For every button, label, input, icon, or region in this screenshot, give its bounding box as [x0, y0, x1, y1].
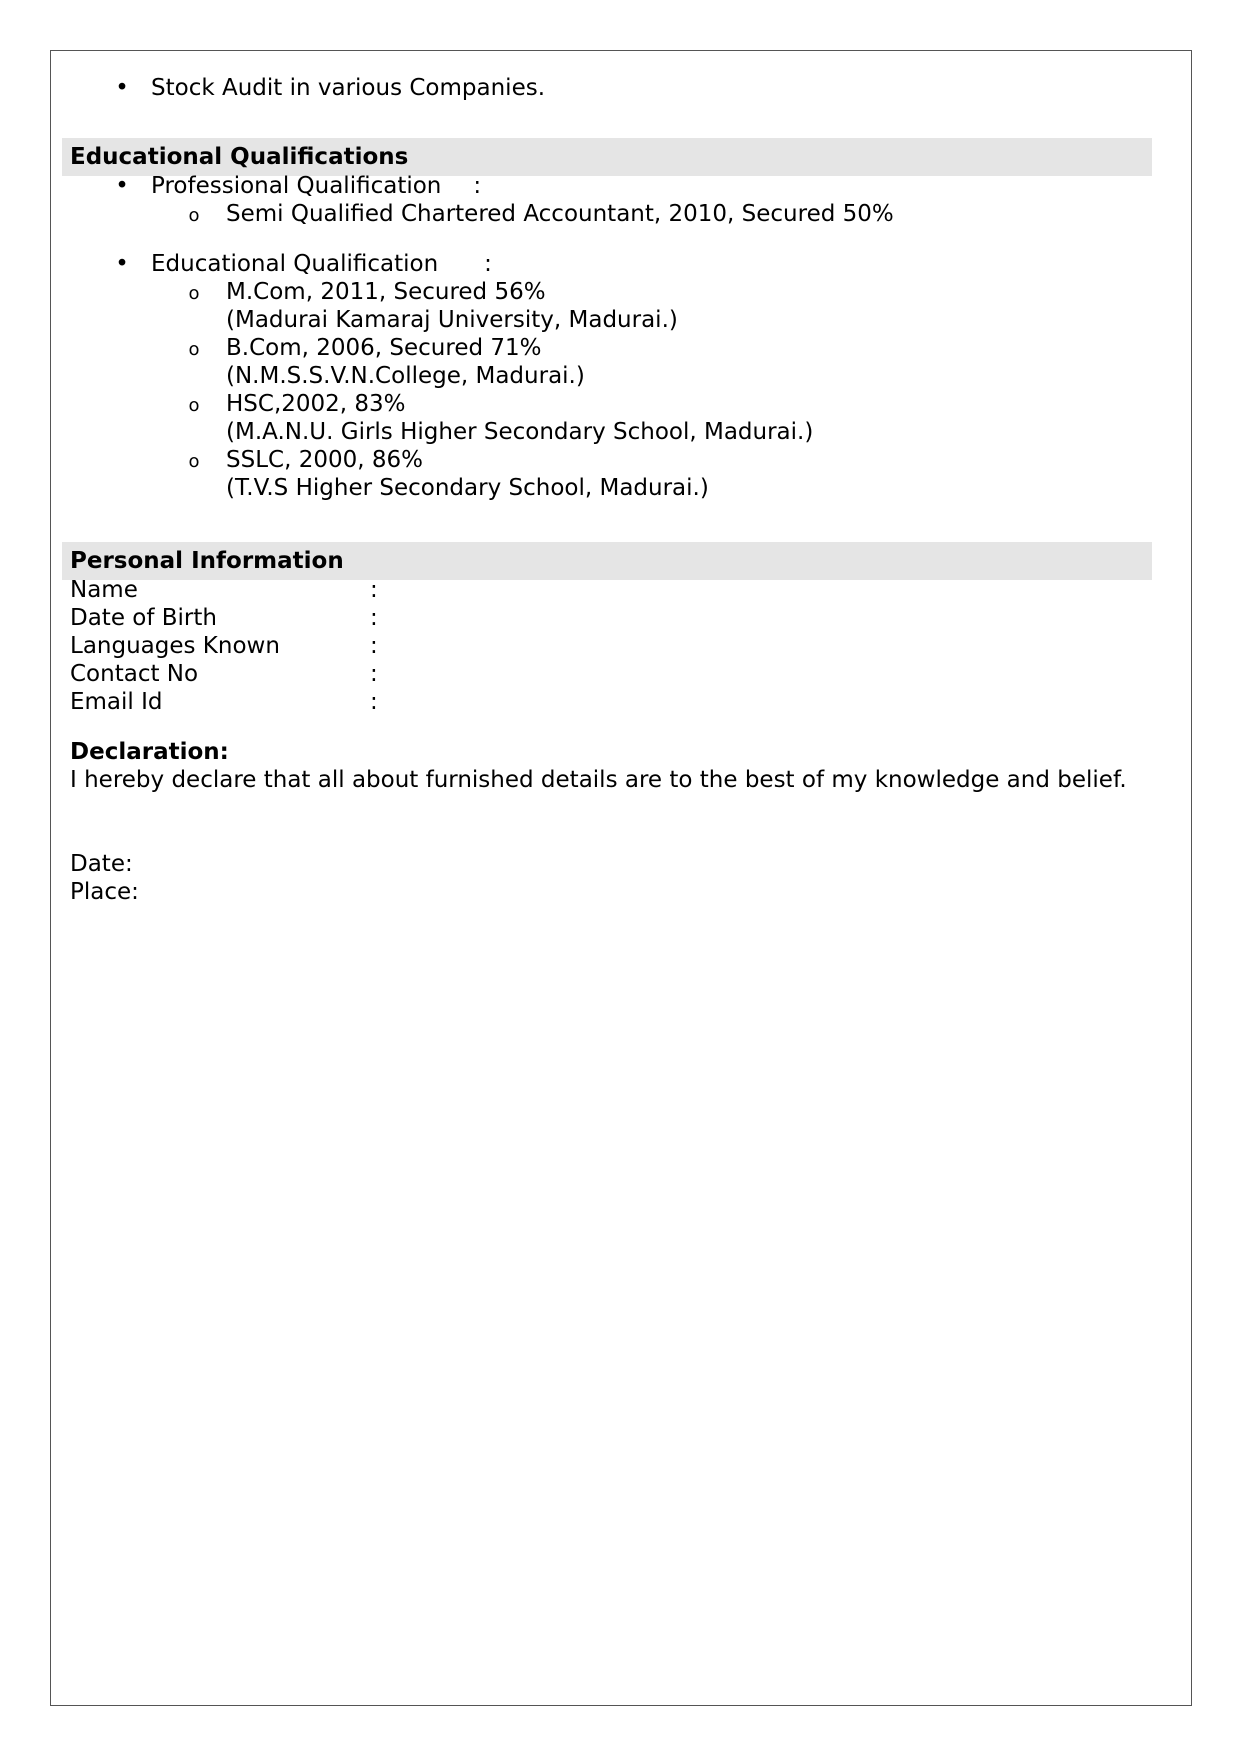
- list-item: [68, 172, 1173, 200]
- qualification-line: M.Com, 2011, Secured 56%: [226, 279, 546, 305]
- circle-bullet-icon: o: [188, 205, 200, 226]
- list-item: [68, 74, 1173, 102]
- bullet-icon: •: [115, 251, 129, 277]
- sub-list-item: [188, 200, 1173, 228]
- field-label: Date of Birth: [70, 605, 217, 631]
- qualification-line: SSLC, 2000, 86%: [226, 447, 423, 473]
- declaration-text: I hereby declare that all about furnished details are to the best of my knowledge and belief.: [70, 767, 1127, 793]
- colon-separator: :: [484, 251, 492, 277]
- resume-page: [68, 72, 1173, 906]
- circle-bullet-icon: o: [188, 283, 200, 304]
- bullet-icon: •: [115, 173, 129, 199]
- colon-separator: :: [370, 661, 378, 687]
- personal-field-contact: [62, 660, 1173, 688]
- sub-list-item: [188, 278, 1173, 334]
- colon-separator: :: [473, 173, 482, 199]
- field-label: Contact No: [70, 661, 199, 687]
- section-header-education: Educational Qualifications: [62, 138, 1152, 176]
- personal-field-email: [62, 688, 1173, 716]
- personal-field-dob: [62, 604, 1173, 632]
- institution-line: (N.M.S.S.V.N.College, Madurai.): [226, 363, 585, 389]
- sub-list-item: [188, 334, 1173, 390]
- list-item: [68, 250, 1173, 278]
- sub-list-item: [188, 390, 1173, 446]
- qualification-line: Semi Qualified Chartered Accountant, 2010, Secured 50%: [226, 201, 894, 227]
- place-label: Place:: [70, 879, 139, 905]
- section-header-personal: Personal Information: [62, 542, 1152, 580]
- colon-separator: :: [370, 689, 378, 715]
- sub-list-professional: [68, 200, 1173, 228]
- personal-field-name: [62, 576, 1173, 604]
- personal-info-list: [62, 576, 1173, 716]
- institution-line: (T.V.S Higher Secondary School, Madurai.): [226, 475, 709, 501]
- list-item-text: Educational Qualification: [151, 251, 439, 277]
- qualification-line: HSC,2002, 83%: [226, 391, 406, 417]
- institution-line: (Madurai Kamaraj University, Madurai.): [226, 307, 678, 333]
- list-item-text: Stock Audit in various Companies.: [151, 75, 546, 101]
- field-label: Email Id: [70, 689, 163, 715]
- circle-bullet-icon: o: [188, 339, 200, 360]
- circle-bullet-icon: o: [188, 451, 200, 472]
- personal-field-languages: [62, 632, 1173, 660]
- signoff-section: [62, 850, 1173, 906]
- bullet-icon: •: [115, 75, 129, 101]
- field-label: Name: [70, 577, 138, 603]
- list-item-text: Professional Qualification: [151, 173, 442, 199]
- colon-separator: :: [370, 633, 378, 659]
- sub-list-item: [188, 446, 1173, 502]
- qualification-line: B.Com, 2006, Secured 71%: [226, 335, 542, 361]
- institution-line: (M.A.N.U. Girls Higher Secondary School, Madurai.): [226, 419, 814, 445]
- declaration-section: [62, 738, 1173, 794]
- colon-separator: :: [370, 577, 378, 603]
- date-label: Date:: [70, 851, 133, 877]
- circle-bullet-icon: o: [188, 395, 200, 416]
- declaration-title: Declaration:: [70, 739, 229, 765]
- colon-separator: :: [370, 605, 378, 631]
- field-label: Languages Known: [70, 633, 280, 659]
- sub-list-educational: [68, 278, 1173, 502]
